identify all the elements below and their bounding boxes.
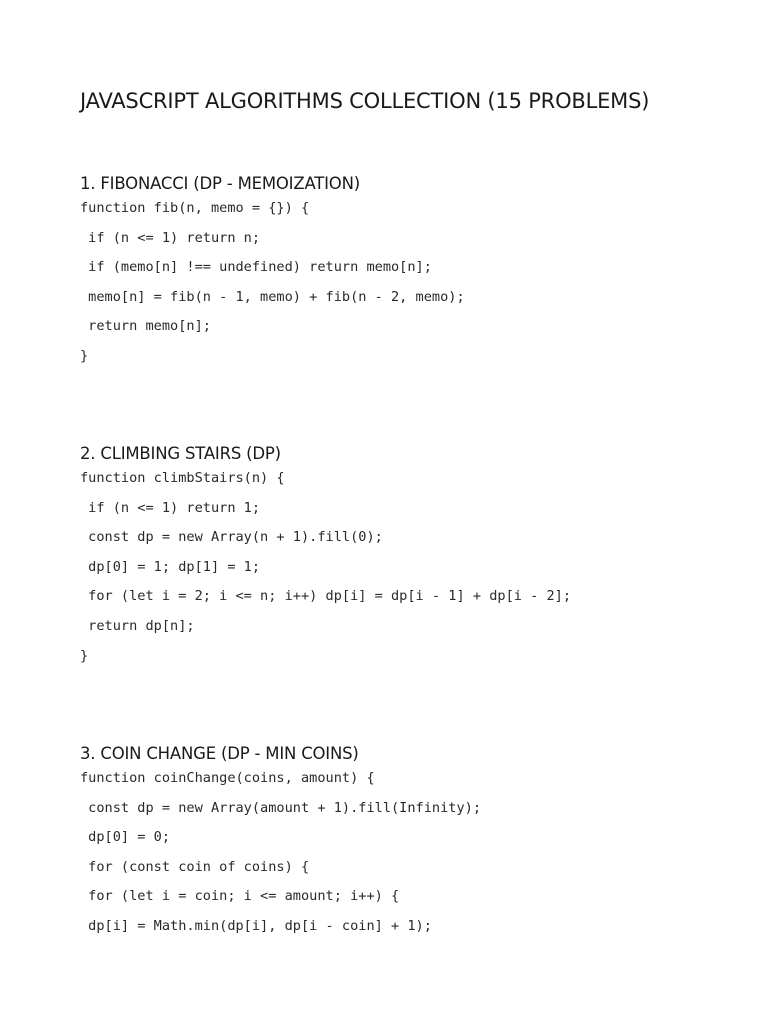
- section-climbing-stairs: [80, 442, 740, 664]
- code-line: for (let i = 2; i <= n; i++) dp[i] = dp[i - 1] + dp[i - 2];: [80, 588, 572, 605]
- code-line: dp[0] = 1; dp[1] = 1;: [80, 558, 261, 575]
- code-line: const dp = new Array(n + 1).fill(0);: [80, 529, 383, 546]
- code-line: memo[n] = fib(n - 1, memo) + fib(n - 2, memo);: [80, 288, 465, 305]
- code-line: const dp = new Array(amount + 1).fill(Infinity);: [80, 799, 482, 816]
- code-line: function climbStairs(n) {: [80, 470, 285, 486]
- code-line: function fib(n, memo = {}) {: [80, 200, 310, 216]
- code-line: for (let i = coin; i <= amount; i++) {: [80, 888, 400, 905]
- code-line: return memo[n];: [80, 318, 211, 335]
- code-line: }: [80, 647, 89, 664]
- code-line: dp[0] = 0;: [80, 829, 171, 846]
- code-line: if (n <= 1) return 1;: [80, 499, 261, 516]
- section-fibonacci: [80, 172, 740, 364]
- section-heading: 3. COIN CHANGE (DP - MIN COINS): [80, 744, 359, 763]
- code-line: return dp[n];: [80, 617, 195, 634]
- code-block: [80, 469, 571, 676]
- section-heading: 2. CLIMBING STAIRS (DP): [80, 444, 281, 463]
- code-line: dp[i] = Math.min(dp[i], dp[i - coin] + 1);: [80, 917, 432, 934]
- code-line: if (n <= 1) return n;: [80, 229, 261, 246]
- code-line: for (const coin of coins) {: [80, 858, 310, 875]
- code-block: [80, 199, 465, 377]
- section-heading: 1. FIBONACCI (DP - MEMOIZATION): [80, 174, 360, 193]
- code-line: }: [80, 347, 89, 364]
- section-coin-change: [80, 742, 740, 934]
- code-line: function coinChange(coins, amount) {: [80, 770, 375, 786]
- code-block: [80, 769, 481, 947]
- code-line: if (memo[n] !== undefined) return memo[n];: [80, 259, 432, 276]
- document-title: JAVASCRIPT ALGORITHMS COLLECTION (15 PROBLEMS): [80, 89, 650, 113]
